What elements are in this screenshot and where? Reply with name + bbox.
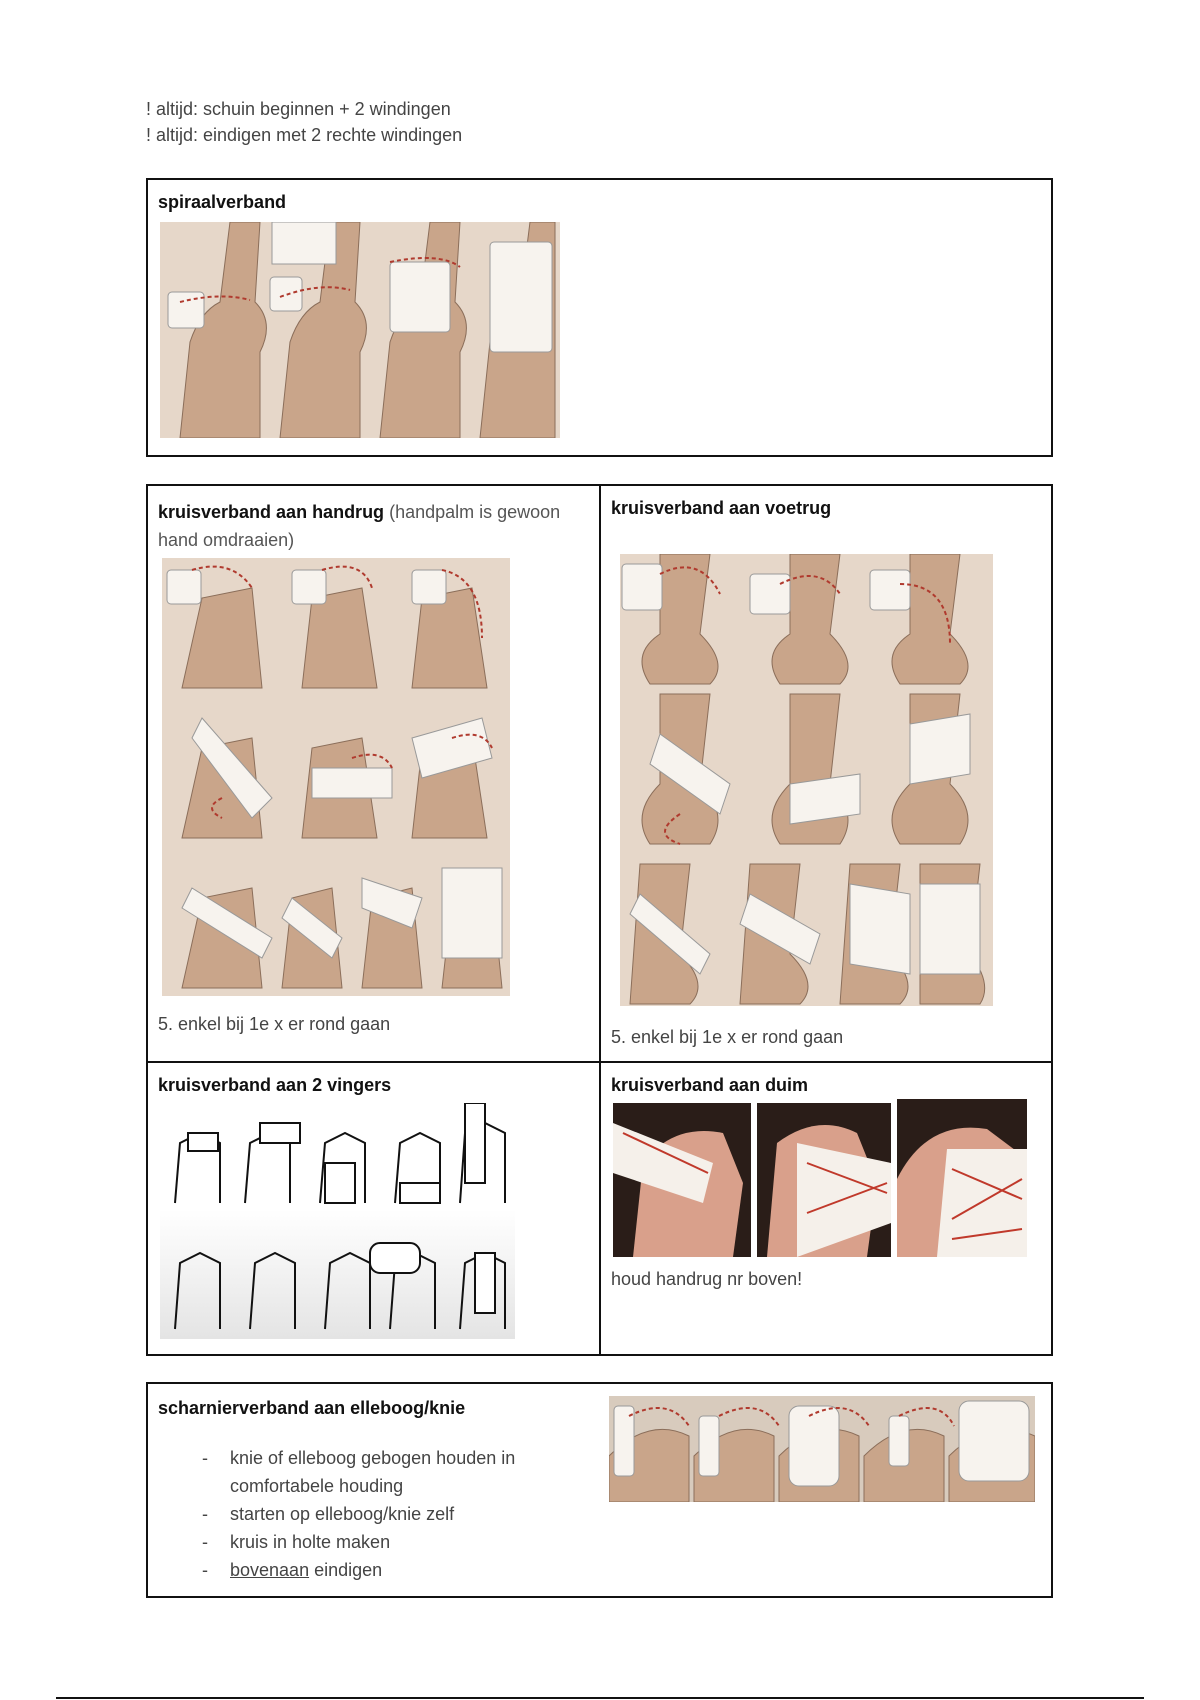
hinge-list [158,1444,578,1584]
footer-rule [56,1697,1144,1699]
hinge-item-2: - starten op elleboog/knie zelf [158,1500,578,1528]
thumb-photo-1-svg [613,1103,751,1257]
spiral-section [146,178,1053,457]
hinge-item-1: - knie of elleboog gebogen houden in comfortabele houding [158,1444,578,1500]
hand-illustration [162,558,510,996]
thumb-caption: houd handrug nr boven! [611,1269,803,1289]
cell-hand [148,486,599,1061]
foot-caption: 5. enkel bij 1e x er rond gaan [611,1027,844,1047]
thumb-photo-1 [613,1103,751,1257]
notes [146,96,462,148]
hinge-item-4-underlined: bovenaan [230,1560,310,1580]
hinge-item-4-rest: eindigen [309,1560,383,1580]
fingers-title: kruisverband aan 2 vingers [158,1075,392,1095]
spiral-illustration-svg [160,222,560,438]
thumb-photo-2 [757,1103,891,1257]
hand-caption: 5. enkel bij 1e x er rond gaan [158,1014,391,1034]
cell-fingers [148,1063,599,1354]
spiral-illustration [160,222,560,438]
hand-illustration-svg [162,558,510,996]
cross-bandage-grid [146,484,1053,1356]
thumb-photo-3 [897,1099,1027,1257]
fingers-illustration [160,1103,515,1339]
hinge-item-3: - kruis in holte maken [158,1528,578,1556]
fingers-illustration-svg [160,1103,515,1339]
hinge-illustration-svg [609,1396,1035,1502]
thumb-photo-2-svg [757,1103,891,1257]
hinge-item-4 [158,1556,578,1584]
thumb-photo-3-svg [897,1099,1027,1257]
note-line-2: ! altijd: eindigen met 2 rechte windingen [146,125,463,145]
hinge-illustration [609,1396,1035,1502]
foot-illustration [620,554,993,1006]
hinge-title: scharnierverband aan elleboog/knie [158,1398,466,1418]
spiral-title: spiraalverband [158,192,287,212]
note-line-1: ! altijd: schuin beginnen + 2 windingen [146,99,451,119]
hinge-section [146,1382,1053,1598]
hand-title: kruisverband aan handrug [158,502,385,522]
hand-subtitle: (handpalm is gewoon hand omdraaien) [158,502,561,550]
foot-illustration-svg [620,554,993,1006]
cell-thumb [601,1063,1051,1354]
cell-foot [601,486,1051,1061]
foot-title: kruisverband aan voetrug [611,498,832,518]
hand-heading [158,498,588,554]
thumb-title: kruisverband aan duim [611,1075,809,1095]
